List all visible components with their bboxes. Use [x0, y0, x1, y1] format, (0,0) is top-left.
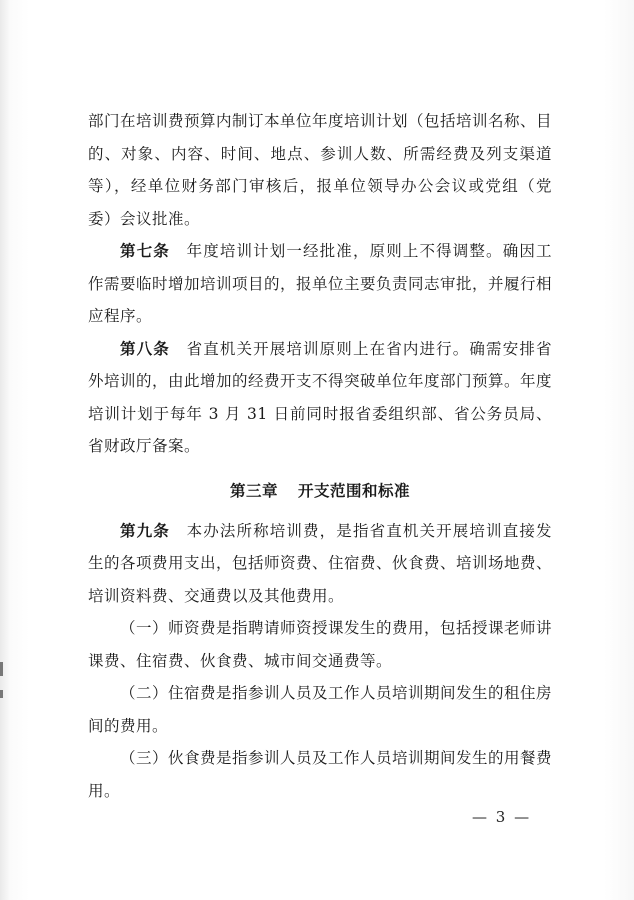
paragraph-text: （二）住宿费是指参训人员及工作人员培训期间发生的租住房间的费用。	[88, 684, 553, 735]
article-number: 第七条	[120, 241, 170, 260]
page-number: — 3 —	[472, 808, 532, 826]
paragraph-text: 部门在培训费预算内制订本单位年度培训计划（包括培训名称、目的、对象、内容、时间、地点、参训人数、所需经费及列支渠道等），经单位财务部门审核后，报单位领导办公会议或党组（党委）会议批准。	[88, 112, 553, 228]
article-number: 第九条	[120, 520, 170, 540]
list-item-1	[88, 612, 552, 677]
article-9	[88, 515, 552, 613]
chapter-title: 开支范围和标准	[298, 480, 411, 500]
list-item-2	[88, 677, 552, 742]
list-item-3	[88, 742, 552, 807]
article-8	[88, 333, 552, 463]
paragraph-text: 年度培训计划一经批准，原则上不得调整。确因工作需要临时增加培训项目的，报单位主要负责同志审批，并履行相应程序。	[88, 242, 553, 325]
paragraph-text: 本办法所称培训费，是指省直机关开展培训直接发生的各项费用支出，包括师资费、住宿费、伙食费、培训场地费、培训资料费、交通费以及其他费用。	[88, 521, 553, 605]
scan-edge-mark	[0, 662, 3, 676]
paragraph-text: 省直机关开展培训原则上在省内进行。确需安排省外培训的，由此增加的经费开支不得突破单位年度部门预算。年度培训计划于每年 3 月 31 日前同时报省委组织部、省公务员局、省财政厅备案。	[88, 339, 553, 455]
article-number: 第八条	[120, 338, 170, 358]
paragraph-continuation	[88, 105, 552, 235]
paragraph-text: （一）师资费是指聘请师资授课发生的费用，包括授课老师讲课费、住宿费、伙食费、城市间交通费等。	[88, 619, 553, 670]
paragraph-text: （三）伙食费是指参训人员及工作人员培训期间发生的用餐费用。	[88, 749, 553, 800]
chapter-heading	[88, 475, 552, 507]
chapter-number: 第三章	[229, 480, 278, 500]
article-7	[88, 235, 552, 333]
scan-edge-mark	[0, 690, 3, 698]
document-body	[88, 105, 552, 807]
